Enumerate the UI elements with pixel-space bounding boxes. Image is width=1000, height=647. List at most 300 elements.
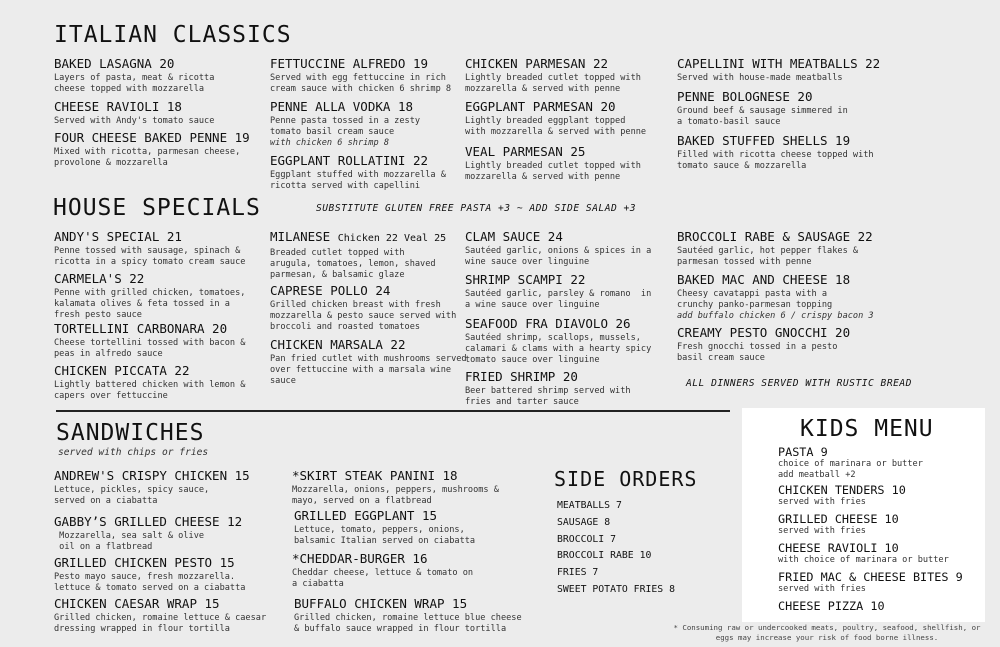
food-safety-disclaimer: [662, 623, 992, 643]
menu-item-price: 9: [820, 445, 828, 459]
menu-item: [677, 272, 874, 322]
menu-item-name: CHICKEN PARMESAN: [465, 56, 586, 71]
side-order-name: BROCCOLI RABE: [557, 550, 634, 562]
menu-item-description: [292, 568, 473, 590]
description-line: ricotta served with capellini: [270, 181, 421, 191]
description-line: Mozzarella, sea salt & olive: [54, 531, 205, 541]
description-line: lettuce & tomato served on a ciabatta: [54, 583, 246, 593]
menu-item-name: FOUR CHEESE BAKED PENNE: [54, 130, 228, 145]
side-order-price: 8: [669, 583, 675, 595]
description-line: cheese topped with mozzarella: [54, 84, 205, 94]
menu-item-name: GABBY’S GRILLED CHEESE: [54, 514, 220, 529]
menu-item: [54, 468, 250, 507]
description-line: Sautéed garlic, hot pepper flakes &: [677, 246, 859, 256]
menu-item-price: 9: [955, 570, 963, 584]
menu-item-name-line: [54, 468, 250, 483]
menu-item: [677, 133, 874, 172]
menu-item: [465, 229, 651, 268]
menu-item-description: [677, 342, 850, 364]
menu-item: [294, 508, 475, 547]
menu-item: [465, 56, 641, 95]
menu-item-name-line: [270, 56, 451, 71]
description-line: fresh pesto sauce: [54, 310, 142, 320]
menu-item-price: 20: [159, 56, 175, 71]
description-line: served with fries: [778, 497, 866, 507]
description-line: Pesto mayo sauce, fresh mozzarella.: [54, 572, 236, 582]
description-line: with mozzarella & served with penne: [465, 127, 647, 137]
description-line: Lightly battered chicken with lemon &: [54, 380, 246, 390]
menu-item-description: [677, 289, 874, 311]
description-line: basil cream sauce: [677, 353, 765, 363]
menu-item: [292, 551, 473, 590]
menu-item-price: 18: [397, 99, 414, 114]
description-line: Grilled chicken breast with fresh: [270, 300, 441, 310]
menu-item: [54, 514, 242, 553]
side-order-name: BROCCOLI: [557, 533, 605, 545]
menu-item-name: MILANESE: [270, 229, 331, 244]
menu-item: [677, 325, 850, 364]
description-line: sauce: [270, 376, 296, 386]
menu-item-name: GRILLED EGGPLANT: [294, 508, 415, 523]
menu-item-name: BUFFALO CHICKEN WRAP: [294, 596, 445, 611]
menu-item: [778, 512, 899, 537]
description-line: Lettuce, tomato, peppers, onions,: [294, 525, 465, 535]
menu-item-description: [54, 147, 250, 169]
menu-item-name-line: [465, 56, 641, 71]
menu-item-name-line: [54, 56, 214, 71]
menu-item-price: 20: [600, 99, 616, 114]
description-line: Sautéed shrimp, scallops, mussels,: [465, 333, 641, 343]
menu-item-name: CHEESE PIZZA: [778, 599, 864, 613]
menu-item: [465, 99, 646, 138]
menu-item-name: GRILLED CHEESE: [778, 512, 878, 526]
side-order-price: 7: [616, 500, 622, 511]
menu-item-name-line: [465, 99, 646, 114]
description-line: choice of marinara or butter: [778, 459, 923, 469]
menu-item-name-line: [292, 468, 499, 483]
menu-item-name: CHICKEN MARSALA: [270, 337, 383, 352]
menu-item-price: 20: [562, 369, 578, 384]
menu-item: [54, 321, 245, 360]
menu-item-name-line: [465, 316, 651, 331]
menu-item-name-line: [54, 321, 245, 336]
menu-item: [54, 596, 266, 635]
menu-item-name-line: [54, 229, 245, 244]
menu-item-description: [270, 354, 467, 387]
menu-item-name: CREAMY PESTO GNOCCHI: [677, 325, 828, 340]
side-order-item: [557, 515, 675, 532]
menu-item-description: [54, 380, 245, 402]
side-order-name: SWEET POTATO FRIES: [557, 583, 664, 595]
menu-item-price: Chicken 22 Veal 25: [337, 233, 447, 244]
menu-item-price: 10: [891, 483, 906, 497]
description-line: served with fries: [778, 584, 866, 594]
menu-item-name-line: [778, 445, 923, 459]
menu-item-name-line: [270, 337, 467, 352]
description-line: a wine sauce over linguine: [465, 300, 600, 310]
menu-item-name: SEAFOOD FRA DIAVOLO: [465, 316, 608, 331]
menu-item-description: [54, 288, 245, 321]
description-line: Lightly breaded eggplant topped: [465, 116, 626, 126]
menu-item-name-line: [270, 99, 420, 114]
description-line: tomato sauce & mozzarella: [677, 161, 807, 171]
menu-item-description: [54, 73, 214, 95]
menu-item-description: [270, 73, 451, 95]
menu-item: [54, 56, 214, 95]
side-orders-list: [557, 498, 675, 599]
menu-item-name: CARMELA'S: [54, 271, 122, 286]
kids-menu-title: KIDS MENU: [800, 416, 934, 442]
description-line: Sautéed garlic, onions & spices in a: [465, 246, 652, 256]
menu-item-price: 10: [884, 512, 899, 526]
menu-item-description: [54, 485, 250, 507]
side-order-item: [557, 582, 675, 599]
description-line: crunchy panko-parmesan topping: [677, 300, 833, 310]
description-line: Penne with grilled chicken, tomatoes,: [54, 288, 246, 298]
menu-item-description: [465, 246, 651, 268]
description-line: cream sauce with chicken 6 shrimp 8: [270, 84, 452, 94]
sandwiches-title: SANDWICHES: [56, 420, 205, 446]
menu-item-name-line: [778, 599, 885, 613]
menu-item-name-line: [677, 229, 873, 244]
description-line: Served with egg fettuccine in rich: [270, 73, 446, 83]
menu-item-name: CLAM SAUCE: [465, 229, 541, 244]
menu-item-price: 20: [797, 89, 813, 104]
menu-item-name: SHRIMP SCAMPI: [465, 272, 563, 287]
menu-item-description: [294, 525, 475, 547]
description-line: Grilled chicken, romaine lettuce blue cheese: [294, 613, 522, 623]
side-order-item: [557, 498, 675, 515]
menu-item-name-line: [294, 596, 522, 611]
menu-item-name: CHICKEN PICCATA: [54, 363, 167, 378]
menu-item-price: 10: [884, 541, 899, 555]
menu-item-name: BROCCOLI RABE & SAUSAGE: [677, 229, 851, 244]
description-line: balsamic Italian served on ciabatta: [294, 536, 476, 546]
menu-item-name: EGGPLANT ROLLATINI: [270, 153, 406, 168]
menu-item-description: [270, 248, 446, 281]
menu-item-name-line: [54, 130, 250, 145]
menu-item-name: BAKED STUFFED SHELLS: [677, 133, 828, 148]
menu-item: [294, 596, 522, 635]
menu-item-name: *SKIRT STEAK PANINI: [292, 468, 435, 483]
menu-item-price: 25: [570, 144, 586, 159]
menu-item-description: [270, 170, 446, 192]
description-line: mozzarella & pesto sauce served with: [270, 311, 457, 321]
menu-item-price: 22: [857, 229, 873, 244]
description-line: Breaded cutlet topped with: [270, 248, 405, 258]
menu-item-name: *CHEDDAR-BURGER: [292, 551, 405, 566]
description-line: Filled with ricotta cheese topped with: [677, 150, 874, 160]
menu-item-price: 22: [413, 153, 429, 168]
menu-item-price: 19: [413, 56, 429, 71]
description-line: Lightly breaded cutlet topped with: [465, 73, 641, 83]
menu-item-price: 24: [375, 283, 391, 298]
menu-item: [465, 272, 651, 311]
description-line: parmesan tossed with penne: [677, 257, 812, 267]
menu-item-description: [778, 555, 949, 566]
description-line: arugula, tomatoes, lemon, shaved: [270, 259, 436, 269]
menu-item-description: [292, 485, 499, 507]
description-line: & buffalo sauce wrapped in flour tortilla: [294, 624, 507, 634]
description-line: Cheesy cavatappi pasta with a: [677, 289, 828, 299]
description-line: mozzarella & served with penne: [465, 84, 621, 94]
side-order-item: [557, 548, 675, 565]
menu-item-price: 20: [835, 325, 851, 340]
disclaimer-line: * Consuming raw or undercooked meats, poultry, seafood, shellfish, or: [673, 623, 981, 632]
menu-item: [270, 56, 451, 95]
menu-item-description: [54, 338, 245, 360]
menu-item-price: 12: [227, 514, 243, 529]
description-line: mozzarella & served with penne: [465, 172, 621, 182]
menu-item: [677, 89, 848, 128]
description-line: Eggplant stuffed with mozzarella &: [270, 170, 446, 180]
description-line: Lettuce, pickles, spicy sauce,: [54, 485, 210, 495]
menu-item-price: 10: [870, 599, 885, 613]
description-line: Lightly breaded cutlet topped with: [465, 161, 641, 171]
menu-item-description: [54, 531, 242, 553]
menu-item-name: VEAL PARMESAN: [465, 144, 563, 159]
menu-item-name-line: [54, 555, 245, 570]
menu-item-price: 18: [166, 99, 182, 114]
menu-item-description: [54, 572, 245, 594]
side-order-price: 8: [604, 516, 611, 528]
menu-item: [54, 271, 245, 321]
menu-item-name-line: [677, 325, 850, 340]
menu-item: [778, 541, 949, 566]
menu-item-name-line: [465, 369, 631, 384]
menu-item: [270, 99, 420, 149]
menu-item-price: 22: [129, 271, 145, 286]
menu-item-price: 21: [166, 229, 182, 244]
description-line: Fresh gnocchi tossed in a pesto: [677, 342, 838, 352]
description-line: Layers of pasta, meat & ricotta: [54, 73, 215, 83]
menu-item-description: [465, 73, 641, 95]
menu-item-name: PENNE ALLA VODKA: [270, 99, 391, 114]
menu-item-name-line: [778, 541, 949, 555]
description-line: calamari & clams with a hearty spicy: [465, 344, 652, 354]
menu-item-name-line: [677, 56, 880, 71]
menu-item-name-line: [270, 283, 456, 298]
description-line: oil on a flatbread: [54, 542, 153, 552]
menu-item-price: 15: [219, 555, 235, 570]
menu-item-name: FETTUCCINE ALFREDO: [270, 56, 406, 71]
menu-item: [465, 316, 651, 366]
menu-item-name-line: [778, 570, 963, 584]
menu-item-name: BAKED LASAGNA: [54, 56, 152, 71]
menu-item-name: PASTA: [778, 445, 814, 459]
description-line: tomato basil cream sauce: [270, 127, 395, 137]
menu-item-price: 15: [234, 468, 250, 483]
menu-item-name: FRIED MAC & CHEESE BITES: [778, 570, 949, 584]
side-order-name: FRIES: [557, 567, 587, 579]
menu-item: [270, 337, 467, 387]
menu-item-name-line: [465, 229, 651, 244]
description-line: served on a ciabatta: [54, 496, 158, 506]
menu-item-description: [465, 161, 641, 183]
menu-item: [270, 229, 446, 281]
sandwiches-subtitle: served with chips or fries: [58, 447, 209, 458]
description-line: Served with house-made meatballs: [677, 73, 843, 83]
description-line: tomato sauce over linguine: [465, 355, 600, 365]
description-line: kalamata olives & feta tossed in a: [54, 299, 230, 309]
menu-item-name-line: [677, 272, 874, 287]
rustic-bread-note: ALL DINNERS SERVED WITH RUSTIC BREAD: [686, 378, 912, 389]
menu-item-name: TORTELLINI CARBONARA: [54, 321, 205, 336]
gluten-free-banner: SUBSTITUTE GLUTEN FREE PASTA +3 ~ ADD SIDE SALAD +3: [316, 203, 637, 214]
menu-item: [778, 599, 885, 613]
section-divider: [56, 410, 730, 412]
description-line: Penne tossed with sausage, spinach &: [54, 246, 241, 256]
menu-item-price: 26: [615, 316, 631, 331]
menu-item: [270, 153, 446, 192]
menu-item-name: CHEESE RAVIOLI: [778, 541, 878, 555]
menu-item-description: [778, 497, 906, 508]
menu-item-price: 16: [412, 551, 428, 566]
description-line: Beer battered shrimp served with: [465, 386, 631, 396]
menu-item-name-line: [54, 363, 245, 378]
description-line: provolone & mozzarella: [54, 158, 168, 168]
menu-item: [292, 468, 499, 507]
menu-item: [54, 229, 245, 268]
menu-item-description: [778, 526, 899, 537]
menu-item-price: 22: [174, 363, 190, 378]
menu-item-price: 19: [835, 133, 851, 148]
menu-item-name-line: [54, 596, 266, 611]
description-line: parmesan, & balsamic glaze: [270, 270, 405, 280]
menu-item-name: ANDY'S SPECIAL: [54, 229, 160, 244]
menu-item-description: [270, 116, 420, 138]
menu-item-name-line: [677, 133, 874, 148]
side-order-name: SAUSAGE: [557, 516, 599, 528]
menu-item: [465, 144, 641, 183]
menu-item-name: CHICKEN TENDERS: [778, 483, 885, 497]
menu-item-price: 18: [442, 468, 458, 483]
menu-item-description: [54, 613, 266, 635]
side-order-price: 10: [639, 550, 652, 562]
menu-item-name-line: [294, 508, 475, 523]
menu-item: [465, 369, 631, 408]
menu-item-name: CHICKEN CAESAR WRAP: [54, 596, 197, 611]
menu-item-name-line: [778, 483, 906, 497]
menu-item-addon-note: with chicken 6 shrimp 8: [270, 138, 389, 148]
menu-item: [270, 283, 456, 333]
menu-item-price: 22: [865, 56, 881, 71]
menu-item: [54, 99, 214, 127]
description-line: add meatball +2: [778, 470, 856, 480]
description-line: dressing wrapped in flour tortilla: [54, 624, 230, 634]
menu-item-description: [465, 386, 631, 408]
kids-menu-panel: [742, 408, 985, 622]
menu-item-name-line: [54, 99, 214, 114]
description-line: Cheddar cheese, lettuce & tomato on: [292, 568, 474, 578]
side-orders-title: SIDE ORDERS: [554, 467, 698, 491]
menu-item-name-line: [677, 89, 848, 104]
menu-item-price: 15: [204, 596, 220, 611]
menu-item-price: 22: [592, 56, 609, 71]
menu-item-price: 24: [547, 229, 563, 244]
description-line: ricotta in a spicy tomato cream sauce: [54, 257, 246, 267]
menu-item-price: 15: [421, 508, 438, 523]
description-line: Pan fried cutlet with mushrooms served: [270, 354, 467, 364]
menu-item-description: [54, 116, 214, 127]
description-line: Ground beef & sausage simmered in: [677, 106, 848, 116]
menu-item-name: CAPRESE POLLO: [270, 283, 368, 298]
side-order-item: [557, 532, 675, 549]
menu-item-price: 18: [835, 272, 851, 287]
description-line: a ciabatta: [292, 579, 344, 589]
menu-item-description: [778, 584, 963, 595]
menu-item-price: 15: [452, 596, 468, 611]
side-order-item: [557, 565, 675, 582]
menu-item-description: [465, 289, 651, 311]
menu-item-name: GRILLED CHICKEN PESTO: [54, 555, 213, 570]
menu-item-description: [54, 246, 245, 268]
menu-item-name-line: [54, 271, 245, 286]
menu-item-name: CHEESE RAVIOLI: [54, 99, 160, 114]
menu-item: [54, 130, 250, 169]
menu-item-description: [270, 300, 456, 333]
menu-item: [677, 56, 880, 84]
side-order-price: 7: [610, 533, 616, 545]
description-line: Mixed with ricotta, parmesan cheese,: [54, 147, 241, 157]
menu-item-name-line: [778, 512, 899, 526]
menu-item-price: 20: [212, 321, 228, 336]
menu-item-addon-note: add buffalo chicken 6 / crispy bacon 3: [677, 311, 874, 321]
description-line: broccoli and roasted tomatoes: [270, 322, 421, 332]
description-line: with choice of marinara or butter: [778, 555, 949, 565]
menu-item-name-line: [465, 144, 641, 159]
description-line: Grilled chicken, romaine lettuce & caesar: [54, 613, 267, 623]
description-line: Mozzarella, onions, peppers, mushrooms &: [292, 485, 499, 495]
menu-item-description: [465, 333, 651, 366]
menu-item: [778, 570, 963, 595]
menu-item-description: [677, 106, 848, 128]
menu-item-description: [677, 150, 874, 172]
description-line: Served with Andy's tomato sauce: [54, 116, 215, 126]
menu-item-description: [778, 459, 923, 481]
side-order-price: 7: [592, 567, 599, 579]
menu-item-name-line: [54, 514, 242, 529]
menu-item-name: PENNE BOLOGNESE: [677, 89, 790, 104]
menu-item-name: ANDREW'S CRISPY CHICKEN: [54, 468, 228, 483]
description-line: mayo, served on a flatbread: [292, 496, 432, 506]
description-line: wine sauce over linguine: [465, 257, 590, 267]
house-specials-title: HOUSE SPECIALS: [53, 195, 261, 221]
menu-item: [778, 445, 923, 481]
menu-item-price: 19: [234, 130, 250, 145]
description-line: served with fries: [778, 526, 866, 536]
menu-item-name: FRIED SHRIMP: [465, 369, 556, 384]
menu-item-name: EGGPLANT PARMESAN: [465, 99, 593, 114]
menu-item-description: [465, 116, 646, 138]
menu-item-name-line: [465, 272, 651, 287]
menu-item-description: [677, 73, 880, 84]
description-line: Sautéed garlic, parsley & romano in: [465, 289, 652, 299]
menu-item: [677, 229, 873, 268]
menu-item: [54, 363, 245, 402]
menu-item-price: 22: [570, 272, 586, 287]
menu-item: [778, 483, 906, 508]
menu-item-price: 22: [390, 337, 406, 352]
menu-item-name: BAKED MAC AND CHEESE: [677, 272, 828, 287]
menu-item-name-line: [292, 551, 473, 566]
description-line: Cheese tortellini tossed with bacon &: [54, 338, 246, 348]
description-line: peas in alfredo sauce: [54, 349, 163, 359]
menu-item-name: CAPELLINI WITH MEATBALLS: [677, 56, 858, 71]
menu-item-name-line: [270, 229, 446, 246]
disclaimer-line: eggs may increase your risk of food borne illness.: [715, 633, 939, 642]
italian-classics-title: ITALIAN CLASSICS: [54, 22, 292, 48]
